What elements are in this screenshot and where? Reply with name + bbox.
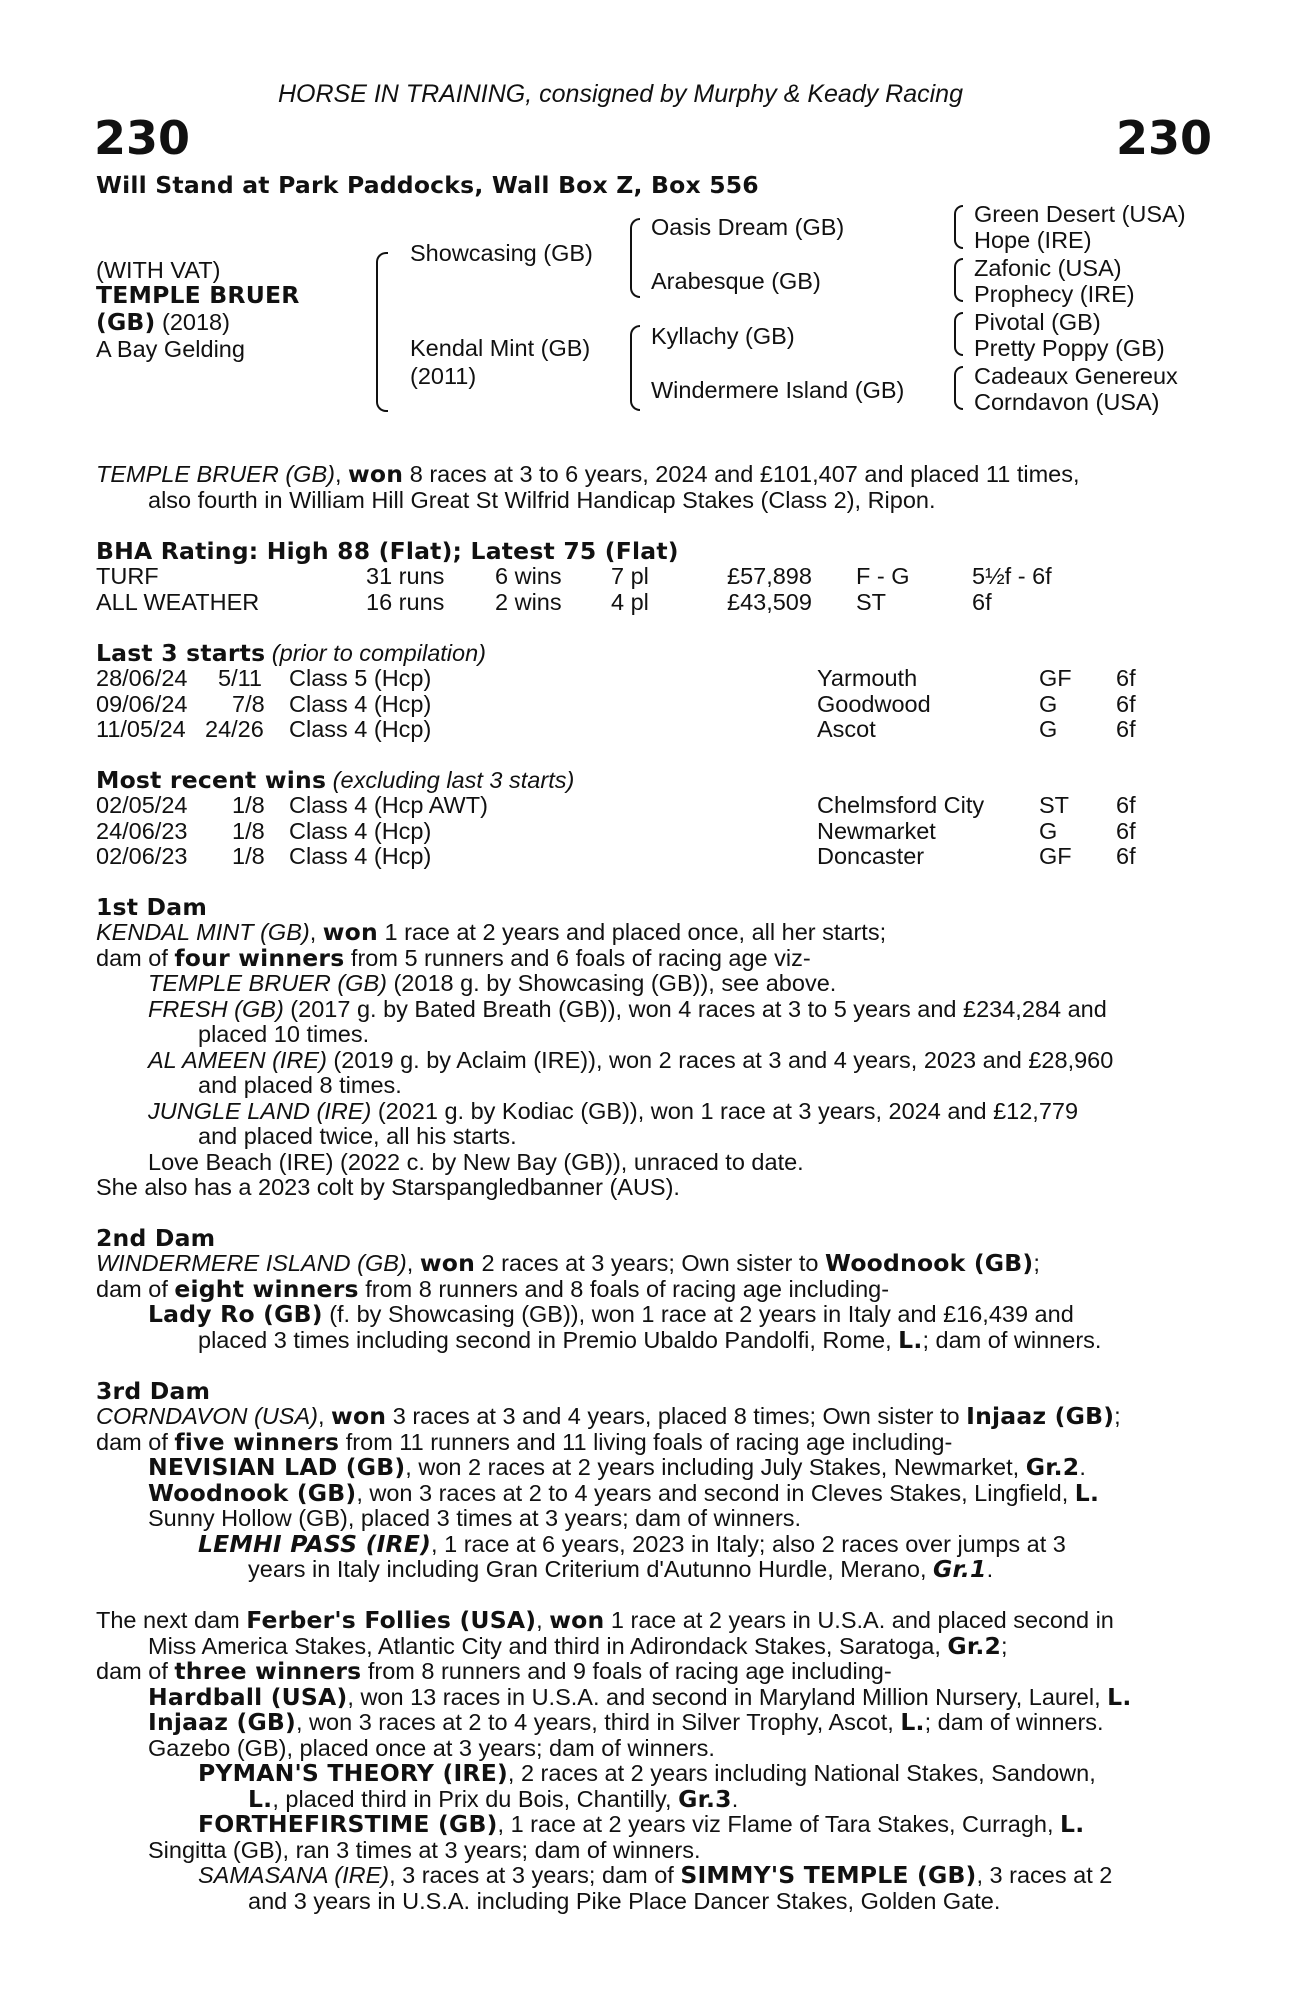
win-distance: 6f: [1116, 843, 1136, 869]
dam-record: 2 races at 3 years; Own sister to: [475, 1250, 826, 1276]
start-date: 11/05/24: [96, 716, 186, 742]
produce-record: , 2 races at 2 years including National Stakes, Sandown,: [507, 1760, 1096, 1786]
separator: ,: [309, 919, 323, 945]
sire-line-bracket: [630, 218, 640, 298]
produce-entry: Love Beach (IRE) (2022 c. by New Bay (GB)), unraced to date.: [148, 1149, 804, 1175]
grade: L.: [1074, 1479, 1100, 1507]
win-going: GF: [1039, 843, 1072, 869]
grade: Gr.2: [947, 1632, 1001, 1660]
pedigree-ggen-6: Pretty Poppy (GB): [974, 335, 1165, 361]
start-position: 5/11: [218, 665, 262, 691]
produce-name: JUNGLE LAND (IRE): [148, 1098, 372, 1124]
third-dam-produce-line: [96, 1430, 1203, 1456]
text: .: [1079, 1454, 1086, 1480]
start-course: Goodwood: [817, 691, 931, 717]
produce-name: SAMASANA (IRE): [198, 1862, 390, 1888]
rating-runs: 31 runs: [366, 563, 445, 589]
third-dam-line: [96, 1404, 1203, 1430]
text: dam of: [96, 1429, 175, 1455]
produce-name: Woodnook (GB): [148, 1479, 357, 1507]
second-dam-produce-line: [96, 1277, 1203, 1303]
produce-record: (2018 g. by Showcasing (GB)), see above.: [386, 970, 837, 996]
rating-prize-money: £57,898: [727, 563, 812, 589]
text: from 5 runners and 6 foals of racing age viz-: [344, 945, 811, 971]
produce-entry: [198, 1532, 1203, 1558]
start-course: Yarmouth: [817, 665, 918, 691]
produce-record: (2017 g. by Bated Breath (GB)), won 4 races at 3 to 5 years and £234,284 and: [283, 996, 1107, 1022]
separator: ,: [317, 1403, 332, 1429]
winners-count: five winners: [174, 1428, 340, 1456]
text: from 8 runners and 8 foals of racing age including-: [358, 1276, 890, 1302]
text: ; dam of winners.: [924, 1709, 1104, 1735]
rating-placed: 4 pl: [611, 589, 649, 615]
win-course: Chelmsford City: [817, 792, 985, 818]
pedigree-sire-dam: Arabesque (GB): [651, 268, 821, 294]
produce-name: AL AMEEN (IRE): [148, 1047, 327, 1073]
vat-note: (WITH VAT): [96, 257, 221, 283]
horse-country: (GB): [96, 308, 156, 336]
pedigree-dam-sire: Kyllachy (GB): [651, 323, 795, 349]
produce-entry: [148, 1481, 1203, 1507]
next-dam-produce-line: [96, 1659, 1203, 1685]
win-course: Newmarket: [817, 818, 936, 844]
produce-continuation: [198, 1328, 1203, 1354]
win-date: 24/06/23: [96, 818, 188, 844]
win-date: 02/05/24: [96, 792, 188, 818]
produce-record: (2019 g. by Aclaim (IRE)), won 2 races at 3 and 4 years, 2023 and £28,960: [326, 1047, 1114, 1073]
produce-entry: [148, 1710, 1203, 1736]
won-label: won: [419, 1249, 475, 1277]
rating-going: ST: [856, 589, 887, 615]
sister-name: Injaaz (GB): [966, 1402, 1115, 1430]
text: , placed third in Prix du Bois, Chantilly,: [272, 1786, 679, 1812]
pedigree-dam-year: (2011): [410, 363, 477, 389]
won-label: won: [322, 918, 378, 946]
last-starts-heading: [96, 641, 486, 667]
text: Miss America Stakes, Atlantic City and third in Adirondack Stakes, Saratoga,: [148, 1633, 948, 1659]
text: ;: [1033, 1250, 1040, 1276]
start-position: 24/26: [205, 716, 264, 742]
dam-name: WINDERMERE ISLAND (GB): [96, 1250, 407, 1276]
produce-entry: [148, 1455, 1203, 1481]
produce-continuation: [248, 1787, 1203, 1813]
start-course: Ascot: [817, 716, 876, 742]
produce-record: , won 3 races at 2 to 4 years, third in Silver Trophy, Ascot,: [296, 1709, 901, 1735]
win-going: G: [1039, 818, 1058, 844]
pedigree-dam: Kendal Mint (GB): [410, 335, 591, 361]
text: placed 3 times including second in Premio Ubaldo Pandolfi, Rome,: [198, 1327, 899, 1353]
text: dam of: [96, 945, 175, 971]
grade: Gr.3: [678, 1785, 732, 1813]
produce-entry: [198, 1812, 1203, 1838]
produce-continuation: and placed twice, all his starts.: [198, 1123, 517, 1149]
horse-description: A Bay Gelding: [96, 336, 245, 362]
produce-record: (f. by Showcasing (GB)), won 1 race at 2 years in Italy and £16,439 and: [322, 1301, 1074, 1327]
produce-entry: [148, 1302, 1203, 1328]
text: .: [986, 1556, 994, 1582]
dam-line-bracket: [630, 325, 640, 411]
horse-year: (2018): [162, 309, 230, 335]
rating-prize-money: £43,509: [727, 589, 812, 615]
summary-line-1: TEMPLE BRUER (GB), won 8 races at 3 to 6 years, 2024 and £101,407 and placed 11 times,: [96, 460, 1080, 488]
catalogue-subtitle: HORSE IN TRAINING, consigned by Murphy & Keady Racing: [278, 80, 963, 108]
won-label: won: [549, 1606, 605, 1634]
dam-name: KENDAL MINT (GB): [96, 919, 310, 945]
winners-count: eight winners: [174, 1275, 359, 1303]
produce-continuation: and placed 8 times.: [198, 1072, 402, 1098]
produce-name: LEMHI PASS (IRE): [198, 1530, 432, 1558]
pedigree-ggen-2: Hope (IRE): [974, 227, 1092, 253]
text: ;: [1114, 1403, 1121, 1429]
win-position: 1/8: [232, 818, 265, 844]
grade: Gr.1: [933, 1555, 987, 1583]
win-date: 02/06/23: [96, 843, 188, 869]
third-dam-heading: 3rd Dam: [96, 1377, 211, 1405]
recent-wins-heading: [96, 768, 574, 794]
produce-record: , 1 race at 6 years, 2023 in Italy; also 2 races over jumps at 3: [431, 1531, 1066, 1557]
pedigree-ggen-8: Corndavon (USA): [974, 389, 1160, 415]
second-dam-line: [96, 1251, 1203, 1277]
start-class: Class 5 (Hcp): [289, 665, 432, 691]
rating-wins: 6 wins: [495, 563, 562, 589]
lot-number-left: 230: [94, 111, 191, 165]
win-going: ST: [1039, 792, 1070, 818]
bha-rating-heading: BHA Rating: High 88 (Flat); Latest 75 (Flat): [96, 537, 679, 565]
winners-count: three winners: [174, 1657, 362, 1685]
horse-name: TEMPLE BRUER: [96, 281, 300, 309]
win-distance: 6f: [1116, 818, 1136, 844]
start-going: G: [1039, 691, 1058, 717]
produce-name: NEVISIAN LAD (GB): [148, 1453, 406, 1481]
produce-entry: Singitta (GB), ran 3 times at 3 years; dam of winners.: [148, 1837, 701, 1863]
text: dam of: [96, 1658, 175, 1684]
produce-entry: [148, 1685, 1203, 1711]
first-dam-produce-line: [96, 946, 1203, 972]
start-date: 09/06/24: [96, 691, 188, 717]
text: The next dam: [96, 1607, 247, 1633]
horse-origin: [96, 310, 230, 336]
pedigree-sire-sire: Oasis Dream (GB): [651, 214, 845, 240]
text: years in Italy including Gran Criterium d'Autunno Hurdle, Merano,: [248, 1556, 933, 1582]
produce-name: FRESH (GB): [148, 996, 284, 1022]
summary-text: 8 races at 3 to 6 years, 2024 and £101,407 and placed 11 times,: [403, 461, 1080, 487]
win-distance: 6f: [1116, 792, 1136, 818]
start-distance: 6f: [1116, 665, 1136, 691]
produce-entry: [198, 1761, 1203, 1787]
grade: L.: [248, 1785, 273, 1813]
produce-name: PYMAN'S THEORY (IRE): [198, 1759, 508, 1787]
second-dam-heading: 2nd Dam: [96, 1224, 216, 1252]
grade: L.: [898, 1326, 923, 1354]
separator: ,: [406, 1250, 420, 1276]
produce-name: TEMPLE BRUER (GB): [148, 970, 387, 996]
last-starts-title: Last 3 starts: [96, 639, 266, 667]
grade: L.: [1107, 1683, 1132, 1711]
first-dam-note: She also has a 2023 colt by Starspangledbanner (AUS).: [96, 1174, 680, 1200]
sister-name: Woodnook (GB): [825, 1249, 1034, 1277]
pedigree-ggen-7: Cadeaux Genereux: [974, 363, 1178, 389]
text: , 3 races at 2: [976, 1862, 1113, 1888]
start-position: 7/8: [232, 691, 265, 717]
rating-surface: ALL WEATHER: [96, 589, 260, 615]
dam-name: CORNDAVON (USA): [96, 1403, 318, 1429]
grade: Gr.2: [1025, 1453, 1080, 1481]
first-dam-heading: 1st Dam: [96, 893, 208, 921]
notable-name: SIMMY'S TEMPLE (GB): [680, 1861, 977, 1889]
pedigree-ggen-1: Green Desert (USA): [974, 201, 1186, 227]
pedigree-ggen-3: Zafonic (USA): [974, 255, 1122, 281]
win-position: 1/8: [232, 843, 265, 869]
produce-record: , 1 race at 2 years viz Flame of Tara Stakes, Curragh,: [497, 1811, 1061, 1837]
produce-record: , won 3 races at 2 to 4 years and second in Cleves Stakes, Lingfield,: [356, 1480, 1075, 1506]
rating-wins: 2 wins: [495, 589, 562, 615]
rating-surface: TURF: [96, 563, 159, 589]
dam-record: 3 races at 3 and 4 years, placed 8 times; Own sister to: [386, 1403, 967, 1429]
text: from 11 runners and 11 living foals of racing age including-: [339, 1429, 953, 1455]
ggen-bracket-2: [954, 258, 963, 302]
last-starts-note: (prior to compilation): [265, 640, 486, 666]
produce-record: , won 2 races at 2 years including July Stakes, Newmarket,: [405, 1454, 1026, 1480]
produce-continuation: [248, 1557, 1203, 1583]
pedigree-bracket: [376, 252, 388, 412]
text: from 8 runners and 9 foals of racing age including-: [361, 1658, 892, 1684]
next-dam-continuation: [148, 1634, 1203, 1660]
grade: L.: [900, 1708, 925, 1736]
produce-name: Lady Ro (GB): [148, 1300, 323, 1328]
recent-wins-title: Most recent wins: [96, 766, 327, 794]
winners-count: four winners: [174, 944, 345, 972]
win-class: Class 4 (Hcp): [289, 818, 432, 844]
produce-entry: [148, 997, 1203, 1023]
start-class: Class 4 (Hcp): [289, 716, 432, 742]
grade: L.: [1060, 1810, 1085, 1838]
pedigree-ggen-4: Prophecy (IRE): [974, 281, 1135, 307]
pedigree-sire: Showcasing (GB): [410, 240, 593, 266]
ggen-bracket-1: [954, 205, 963, 249]
ggen-bracket-3: [954, 312, 963, 356]
rating-placed: 7 pl: [611, 563, 649, 589]
start-date: 28/06/24: [96, 665, 188, 691]
produce-entry: [148, 1099, 1203, 1125]
produce-entry: [148, 971, 1203, 997]
summary-horse-name: TEMPLE BRUER (GB): [96, 461, 335, 487]
produce-entry: [198, 1863, 1203, 1889]
next-dam-line: [96, 1608, 1203, 1634]
ggen-bracket-4: [954, 366, 963, 410]
stand-location: Will Stand at Park Paddocks, Wall Box Z, Box 556: [96, 171, 759, 199]
rating-distance: 6f: [972, 589, 992, 615]
produce-record: , 3 races at 3 years; dam of: [389, 1862, 681, 1888]
summary-won: won: [348, 460, 404, 488]
produce-entry: Gazebo (GB), placed once at 3 years; dam of winners.: [148, 1735, 715, 1761]
dam-record: 1 race at 2 years in U.S.A. and placed second in: [604, 1607, 1114, 1633]
produce-record: , won 13 races in U.S.A. and second in Maryland Million Nursery, Laurel,: [347, 1684, 1108, 1710]
recent-wins-note: (excluding last 3 starts): [326, 767, 575, 793]
produce-name: FORTHEFIRSTIME (GB): [198, 1810, 498, 1838]
first-dam-line: [96, 920, 1203, 946]
dam-record: 1 race at 2 years and placed once, all her starts;: [377, 919, 887, 945]
summary-line-2: also fourth in William Hill Great St Wilfrid Handicap Stakes (Class 2), Ripon.: [148, 487, 936, 513]
text: ;: [1001, 1633, 1008, 1659]
produce-continuation: and 3 years in U.S.A. including Pike Place Dancer Stakes, Golden Gate.: [248, 1888, 1001, 1914]
start-going: G: [1039, 716, 1058, 742]
separator: ,: [536, 1607, 550, 1633]
start-distance: 6f: [1116, 691, 1136, 717]
produce-name: Injaaz (GB): [148, 1708, 296, 1736]
produce-continuation: placed 10 times.: [198, 1021, 370, 1047]
win-class: Class 4 (Hcp): [289, 843, 432, 869]
win-class: Class 4 (Hcp AWT): [289, 792, 488, 818]
text: .: [731, 1786, 739, 1812]
start-going: GF: [1039, 665, 1072, 691]
produce-name: Hardball (USA): [148, 1683, 348, 1711]
rating-distance: 5½f - 6f: [972, 563, 1052, 589]
lot-number-right: 230: [1116, 111, 1213, 165]
produce-record: (2021 g. by Kodiac (GB)), won 1 race at 3 years, 2024 and £12,779: [371, 1098, 1079, 1124]
dam-name: Ferber's Follies (USA): [246, 1606, 537, 1634]
produce-entry: [148, 1048, 1203, 1074]
start-class: Class 4 (Hcp): [289, 691, 432, 717]
text: dam of: [96, 1276, 175, 1302]
produce-entry: Sunny Hollow (GB), placed 3 times at 3 years; dam of winners.: [148, 1505, 802, 1531]
pedigree-dam-dam: Windermere Island (GB): [651, 377, 905, 403]
text: ; dam of winners.: [922, 1327, 1102, 1353]
start-distance: 6f: [1116, 716, 1136, 742]
win-position: 1/8: [232, 792, 265, 818]
rating-going: F - G: [856, 563, 910, 589]
pedigree-ggen-5: Pivotal (GB): [974, 309, 1101, 335]
win-course: Doncaster: [817, 843, 925, 869]
won-label: won: [331, 1402, 387, 1430]
rating-runs: 16 runs: [366, 589, 445, 615]
